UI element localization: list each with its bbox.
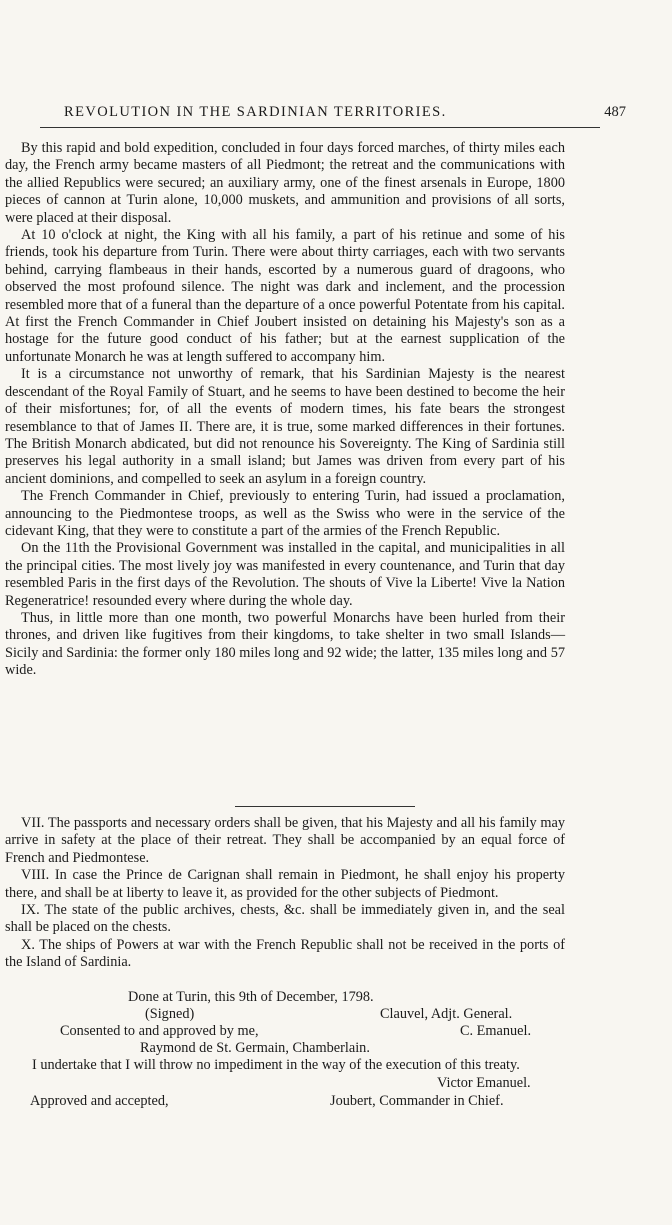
paragraph-departure: At 10 o'clock at night, the King with all his family, a part of his retinue and some of his friends, took his departure from Turin. There were about thirty carriages, each with two servants behind, carrying flambeaus in their hands, escorted by a numerous guard of dragoons, who observed the most profound silence. The night was dark and inclement, and the procession resembled more that of a funeral than the departure of a once powerful Potentate from his capital. At first the French Commander in Chief Joubert insisted on detaining his Majesty's son as a hostage for the future good conduct of his father; but at the earnest supplication of the unfortunate Monarch he was at length suffered to accompany him.: [5, 227, 565, 365]
article-vii: VII. The passports and necessary orders shall be given, that his Majesty and all his family may arrive in safety at the place of their retreat. They shall be accompanied by an equal force of French and Piedmontese.: [5, 815, 565, 866]
body-text: [5, 140, 565, 680]
page-number: 487: [604, 104, 626, 120]
paragraph-provisional-government: On the 11th the Provisional Government was installed in the capital, and municipalities in all the principal cities. The most lively joy was manifested in every countenance, and Turin that day resembled Paris in the first days of the Revolution. The shouts of Vive la Liberte! Vive la Nation Regeneratrice! resounded every where during the whole day.: [5, 540, 565, 609]
undertake-line: I undertake that I will throw no impediment in the way of the execution of this treaty.: [32, 1057, 520, 1073]
section-rule: [235, 806, 415, 807]
paragraph-expedition: By this rapid and bold expedition, concluded in four days forced marches, of thirty miles each day, the French army became masters of all Piedmont; the retreat and the communications with the allied Republics were secured; an auxiliary army, one of the finest arsenals in Europe, 1800 pieces of cannon at Turin alone, 10,000 muskets, and ammunition and provisions of all sorts, were placed at their disposal.: [5, 140, 565, 226]
header-rule: [40, 127, 600, 128]
signed-label: (Signed): [145, 1006, 195, 1022]
header-title: REVOLUTION IN THE SARDINIAN TERRITORIES.: [64, 104, 447, 120]
done-at-line: Done at Turin, this 9th of December, 1798.: [128, 989, 374, 1005]
signature-victor-emanuel: Victor Emanuel.: [437, 1075, 531, 1091]
paragraph-monarchs: Thus, in little more than one month, two powerful Monarchs have been hurled from their thrones, and driven like fugitives from their kingdoms, to take shelter in two small Islands—Sicily and Sardinia: the former only 180 miles long and 92 wide; the latter, 135 miles long and 57 wide.: [5, 609, 565, 679]
treaty-articles: [5, 815, 565, 972]
article-x: X. The ships of Powers at war with the French Republic shall not be received in the ports of the Island of Sardinia.: [5, 936, 565, 971]
approved-line: Approved and accepted,: [30, 1093, 169, 1109]
signature-raymond: Raymond de St. Germain, Chamberlain.: [140, 1040, 370, 1056]
consented-line: Consented to and approved by me,: [60, 1023, 259, 1039]
paragraph-stuart: It is a circumstance not unworthy of remark, that his Sardinian Majesty is the nearest descendant of the Royal Family of Stuart, and he seems to have been destined to become the heir of their misfortunes; for, of all the events of modern times, his fate bears the strongest resemblance to that of James II. There are, it is true, some marked differences in their fortunes. The British Monarch abdicated, but did not renounce his Sovereignty. The King of Sardinia still preserves his legal authority in a small island; but James was driven from every part of his ancient dominions, and compelled to seek an asylum in a foreign country.: [5, 366, 565, 487]
paragraph-proclamation: The French Commander in Chief, previously to entering Turin, had issued a proclamation, announcing to the Piedmontese troops, as well as the Swiss who were in the service of the cidevant King, that they were to constitute a part of the armies of the French Republic.: [5, 488, 565, 539]
running-header: [46, 104, 626, 124]
signature-clauvel: Clauvel, Adjt. General.: [380, 1006, 513, 1022]
article-viii: VIII. In case the Prince de Carignan shall remain in Piedmont, he shall enjoy his property there, and shall be at liberty to leave it, as provided for the other subjects of Piedmont.: [5, 867, 565, 901]
article-ix: IX. The state of the public archives, chests, &c. shall be immediately given in, and the seal shall be placed on the chests.: [5, 902, 565, 936]
signature-c-emanuel: C. Emanuel.: [460, 1023, 532, 1039]
signature-joubert: Joubert, Commander in Chief.: [330, 1093, 504, 1109]
